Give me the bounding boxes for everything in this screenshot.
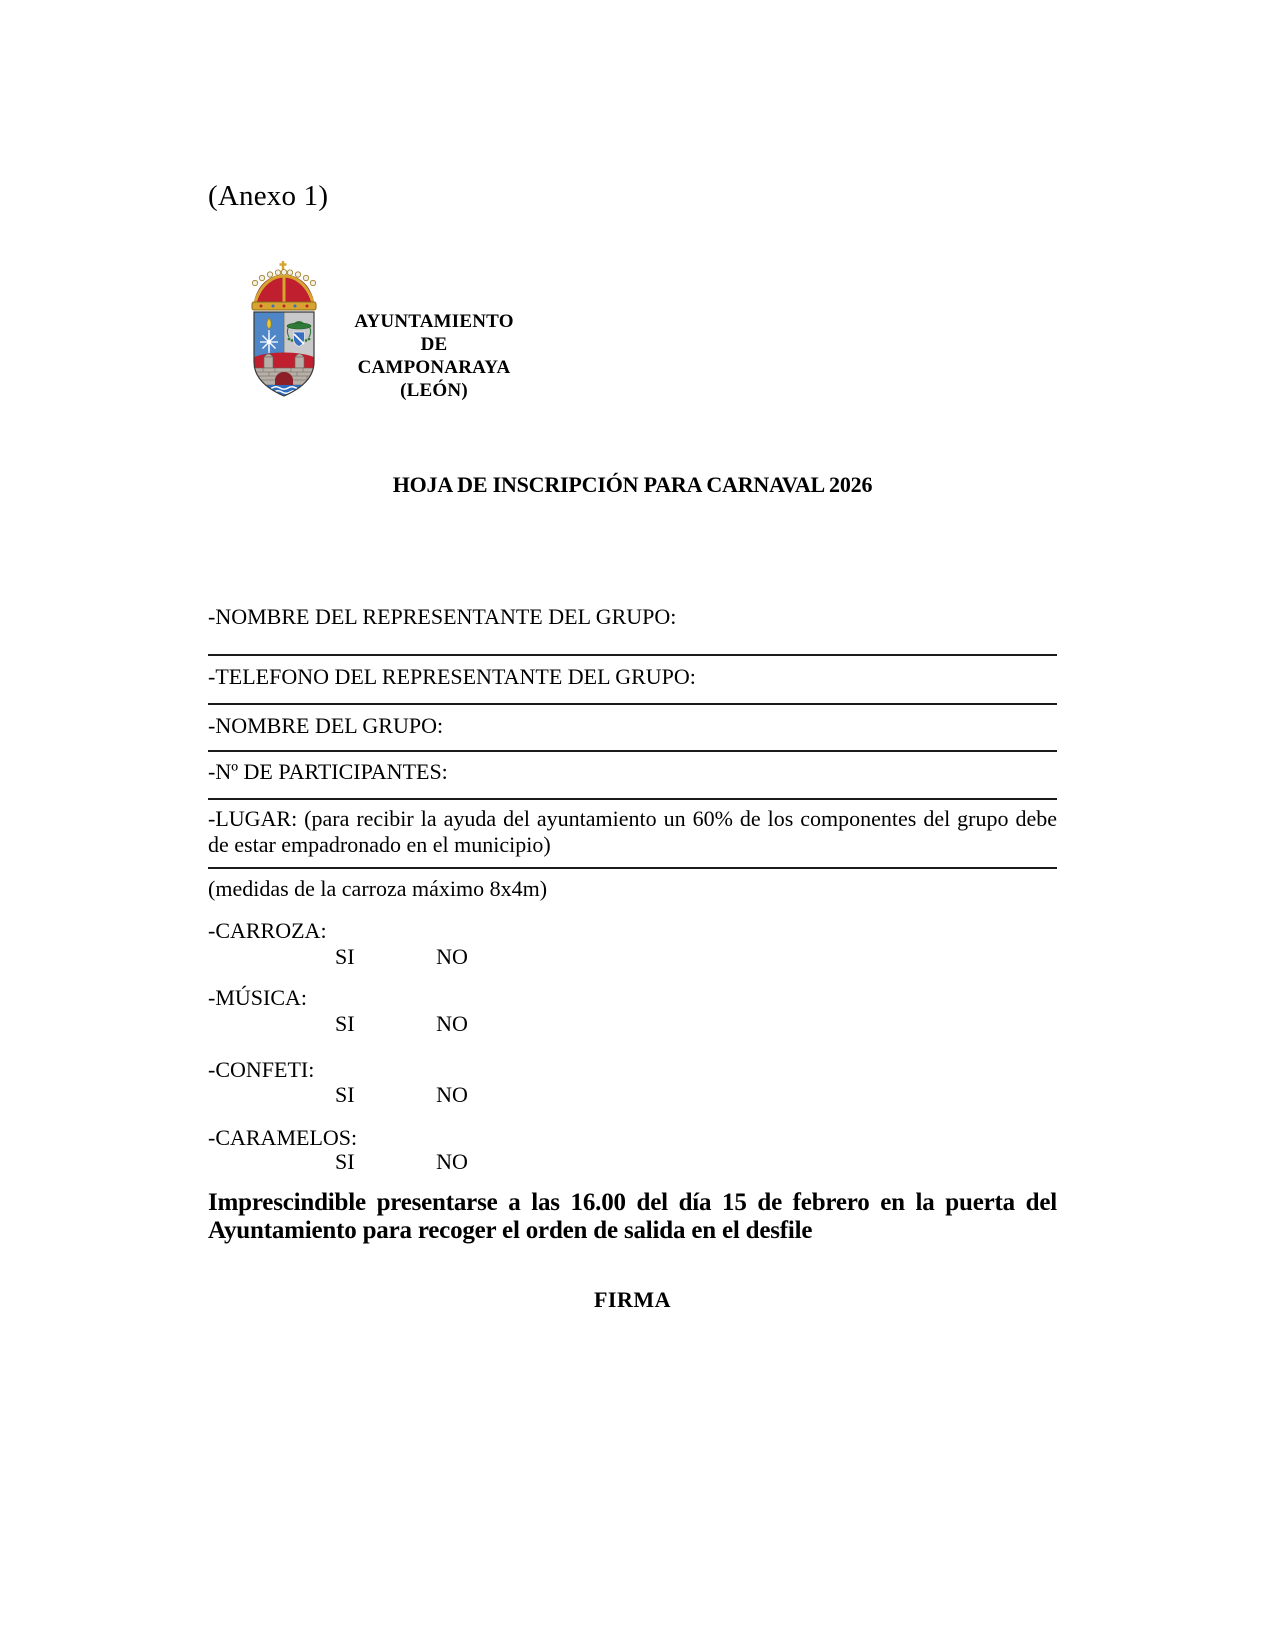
field-label-nombre-grupo: -NOMBRE DEL GRUPO: (208, 713, 444, 738)
field-label-carroza: -CARROZA: (208, 918, 327, 943)
field-label-telefono-representante: -TELEFONO DEL REPRESENTANTE DEL GRUPO: (208, 664, 696, 689)
crown-icon (252, 261, 316, 310)
caramelos-si-option: SI (335, 1149, 355, 1174)
waves-icon (254, 385, 314, 396)
musica-no-option: NO (436, 1011, 468, 1036)
carroza-size-note: (medidas de la carroza máximo 8x4m) (208, 876, 548, 901)
camponaraya-crest-icon (245, 260, 323, 398)
confeti-no-option: NO (436, 1082, 468, 1107)
blank-line-telefono-representante (208, 703, 1057, 705)
annex-label: (Anexo 1) (208, 180, 329, 212)
signature-label: FIRMA (593, 1287, 672, 1312)
confeti-si-option: SI (335, 1082, 355, 1107)
org-name (339, 310, 529, 402)
field-label-num-participantes: -Nº DE PARTICIPANTES: (208, 759, 448, 784)
mandatory-notice: Imprescindible presentarse a las 16.00 del día 15 de febrero en la puerta del Ayuntamiento para recoger el orden de salida en el desfile (208, 1189, 1057, 1244)
blank-line-lugar (208, 867, 1057, 869)
musica-si-option: SI (335, 1011, 355, 1036)
caramelos-no-option: NO (436, 1149, 468, 1174)
carroza-si-option: SI (335, 944, 355, 969)
field-label-lugar: -LUGAR: (para recibir la ayuda del ayuntamiento un 60% de los componentes del grupo debe de estar empadronado en el municipio) (208, 806, 1057, 857)
field-label-musica: -MÚSICA: (208, 985, 308, 1010)
carroza-no-option: NO (436, 944, 468, 969)
org-name-line: (LEÓN) (400, 380, 468, 401)
blank-line-nombre-representante (208, 654, 1057, 656)
field-label-confeti: -CONFETI: (208, 1057, 315, 1082)
org-name-line: DE (420, 334, 448, 355)
blank-line-num-participantes (208, 798, 1057, 800)
carroza-options (208, 944, 1057, 970)
field-label-caramelos: -CARAMELOS: (208, 1125, 358, 1150)
org-name-line: AYUNTAMIENTO (354, 311, 514, 332)
confeti-options (208, 1082, 1057, 1108)
blank-line-nombre-grupo (208, 750, 1057, 752)
musica-options (208, 1011, 1057, 1037)
document-title: HOJA DE INSCRIPCIÓN PARA CARNAVAL 2026 (392, 472, 873, 497)
field-label-nombre-representante: -NOMBRE DEL REPRESENTANTE DEL GRUPO: (208, 604, 677, 629)
letterhead (245, 260, 529, 402)
caramelos-options (208, 1149, 1057, 1175)
org-name-line: CAMPONARAYA (357, 357, 511, 378)
